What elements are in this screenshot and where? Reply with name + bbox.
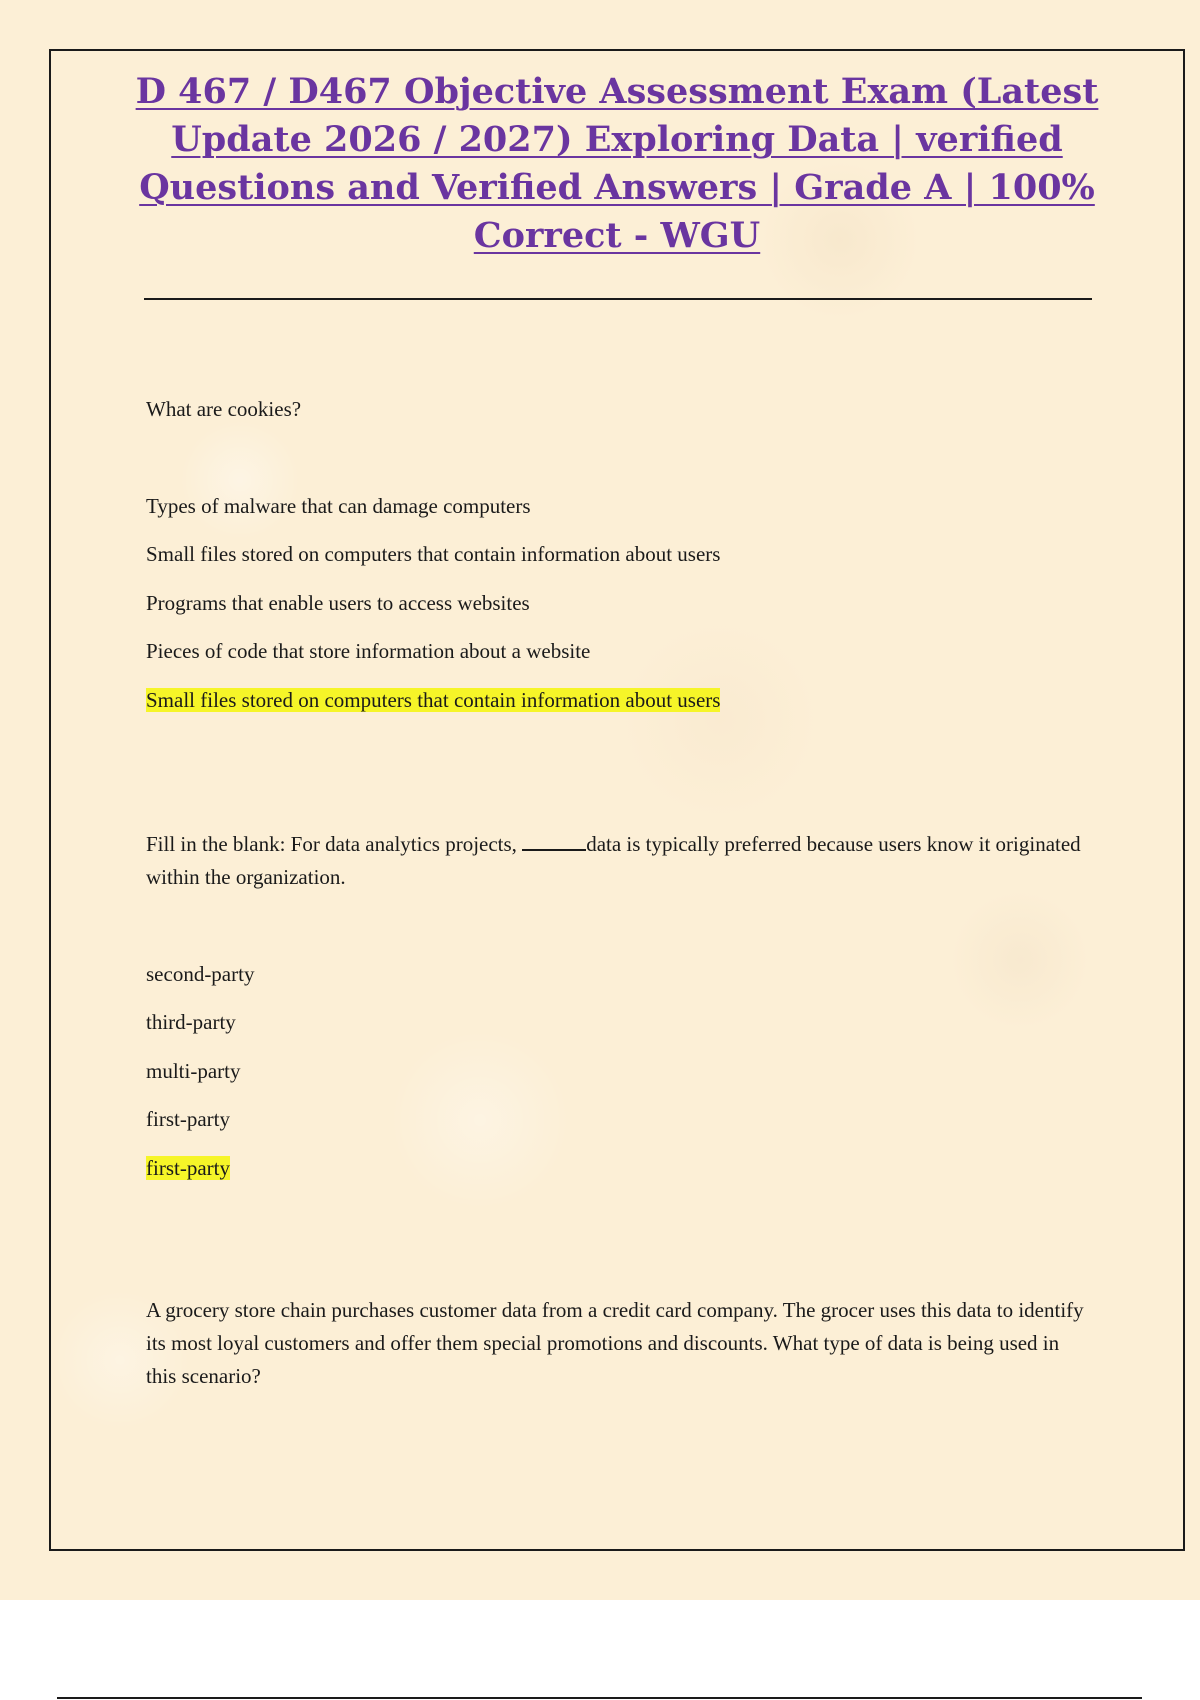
question-2-answer-highlight: first-party <box>146 1156 230 1180</box>
question-2-answer <box>146 1156 230 1181</box>
question-1-prompt: What are cookies? <box>146 397 302 421</box>
question-2-prompt <box>146 828 1086 894</box>
question-1-answer-highlight: Small files stored on computers that contain information about users <box>146 688 721 712</box>
question-2-prompt-start: Fill in the blank: For data analytics projects, <box>146 832 523 856</box>
footer-divider <box>57 1697 1142 1699</box>
question-2-prompt-end: data is typically preferred because users know it originated within the organization. <box>146 832 1081 889</box>
question-2-option-1: second-party <box>146 962 255 986</box>
question-1-answer <box>146 688 720 713</box>
question-1-option-3: Programs that enable users to access websites <box>146 591 530 615</box>
question-1-option-2: Small files stored on computers that contain information about users <box>146 542 721 566</box>
question-2-blank <box>522 835 586 851</box>
question-2-option-2: third-party <box>146 1010 236 1034</box>
question-1-option-4: Pieces of code that store information about a website <box>146 639 591 663</box>
question-2-option-4: first-party <box>146 1107 230 1131</box>
question-1-option-1: Types of malware that can damage computers <box>146 494 531 518</box>
title-divider <box>144 298 1092 300</box>
document-title: D 467 / D467 Objective Assessment Exam (Latest Update 2026 / 2027) Exploring Data | verified Questions and Verified Answers | Grade A | 100% Correct - WGU <box>135 71 1099 256</box>
question-3-prompt: A grocery store chain purchases customer data from a credit card company. The grocer uses this data to identify its most loyal customers and offer them special promotions and discounts. What type of data is being used in this scenario? <box>146 1298 1084 1388</box>
question-2-option-3: multi-party <box>146 1059 241 1083</box>
